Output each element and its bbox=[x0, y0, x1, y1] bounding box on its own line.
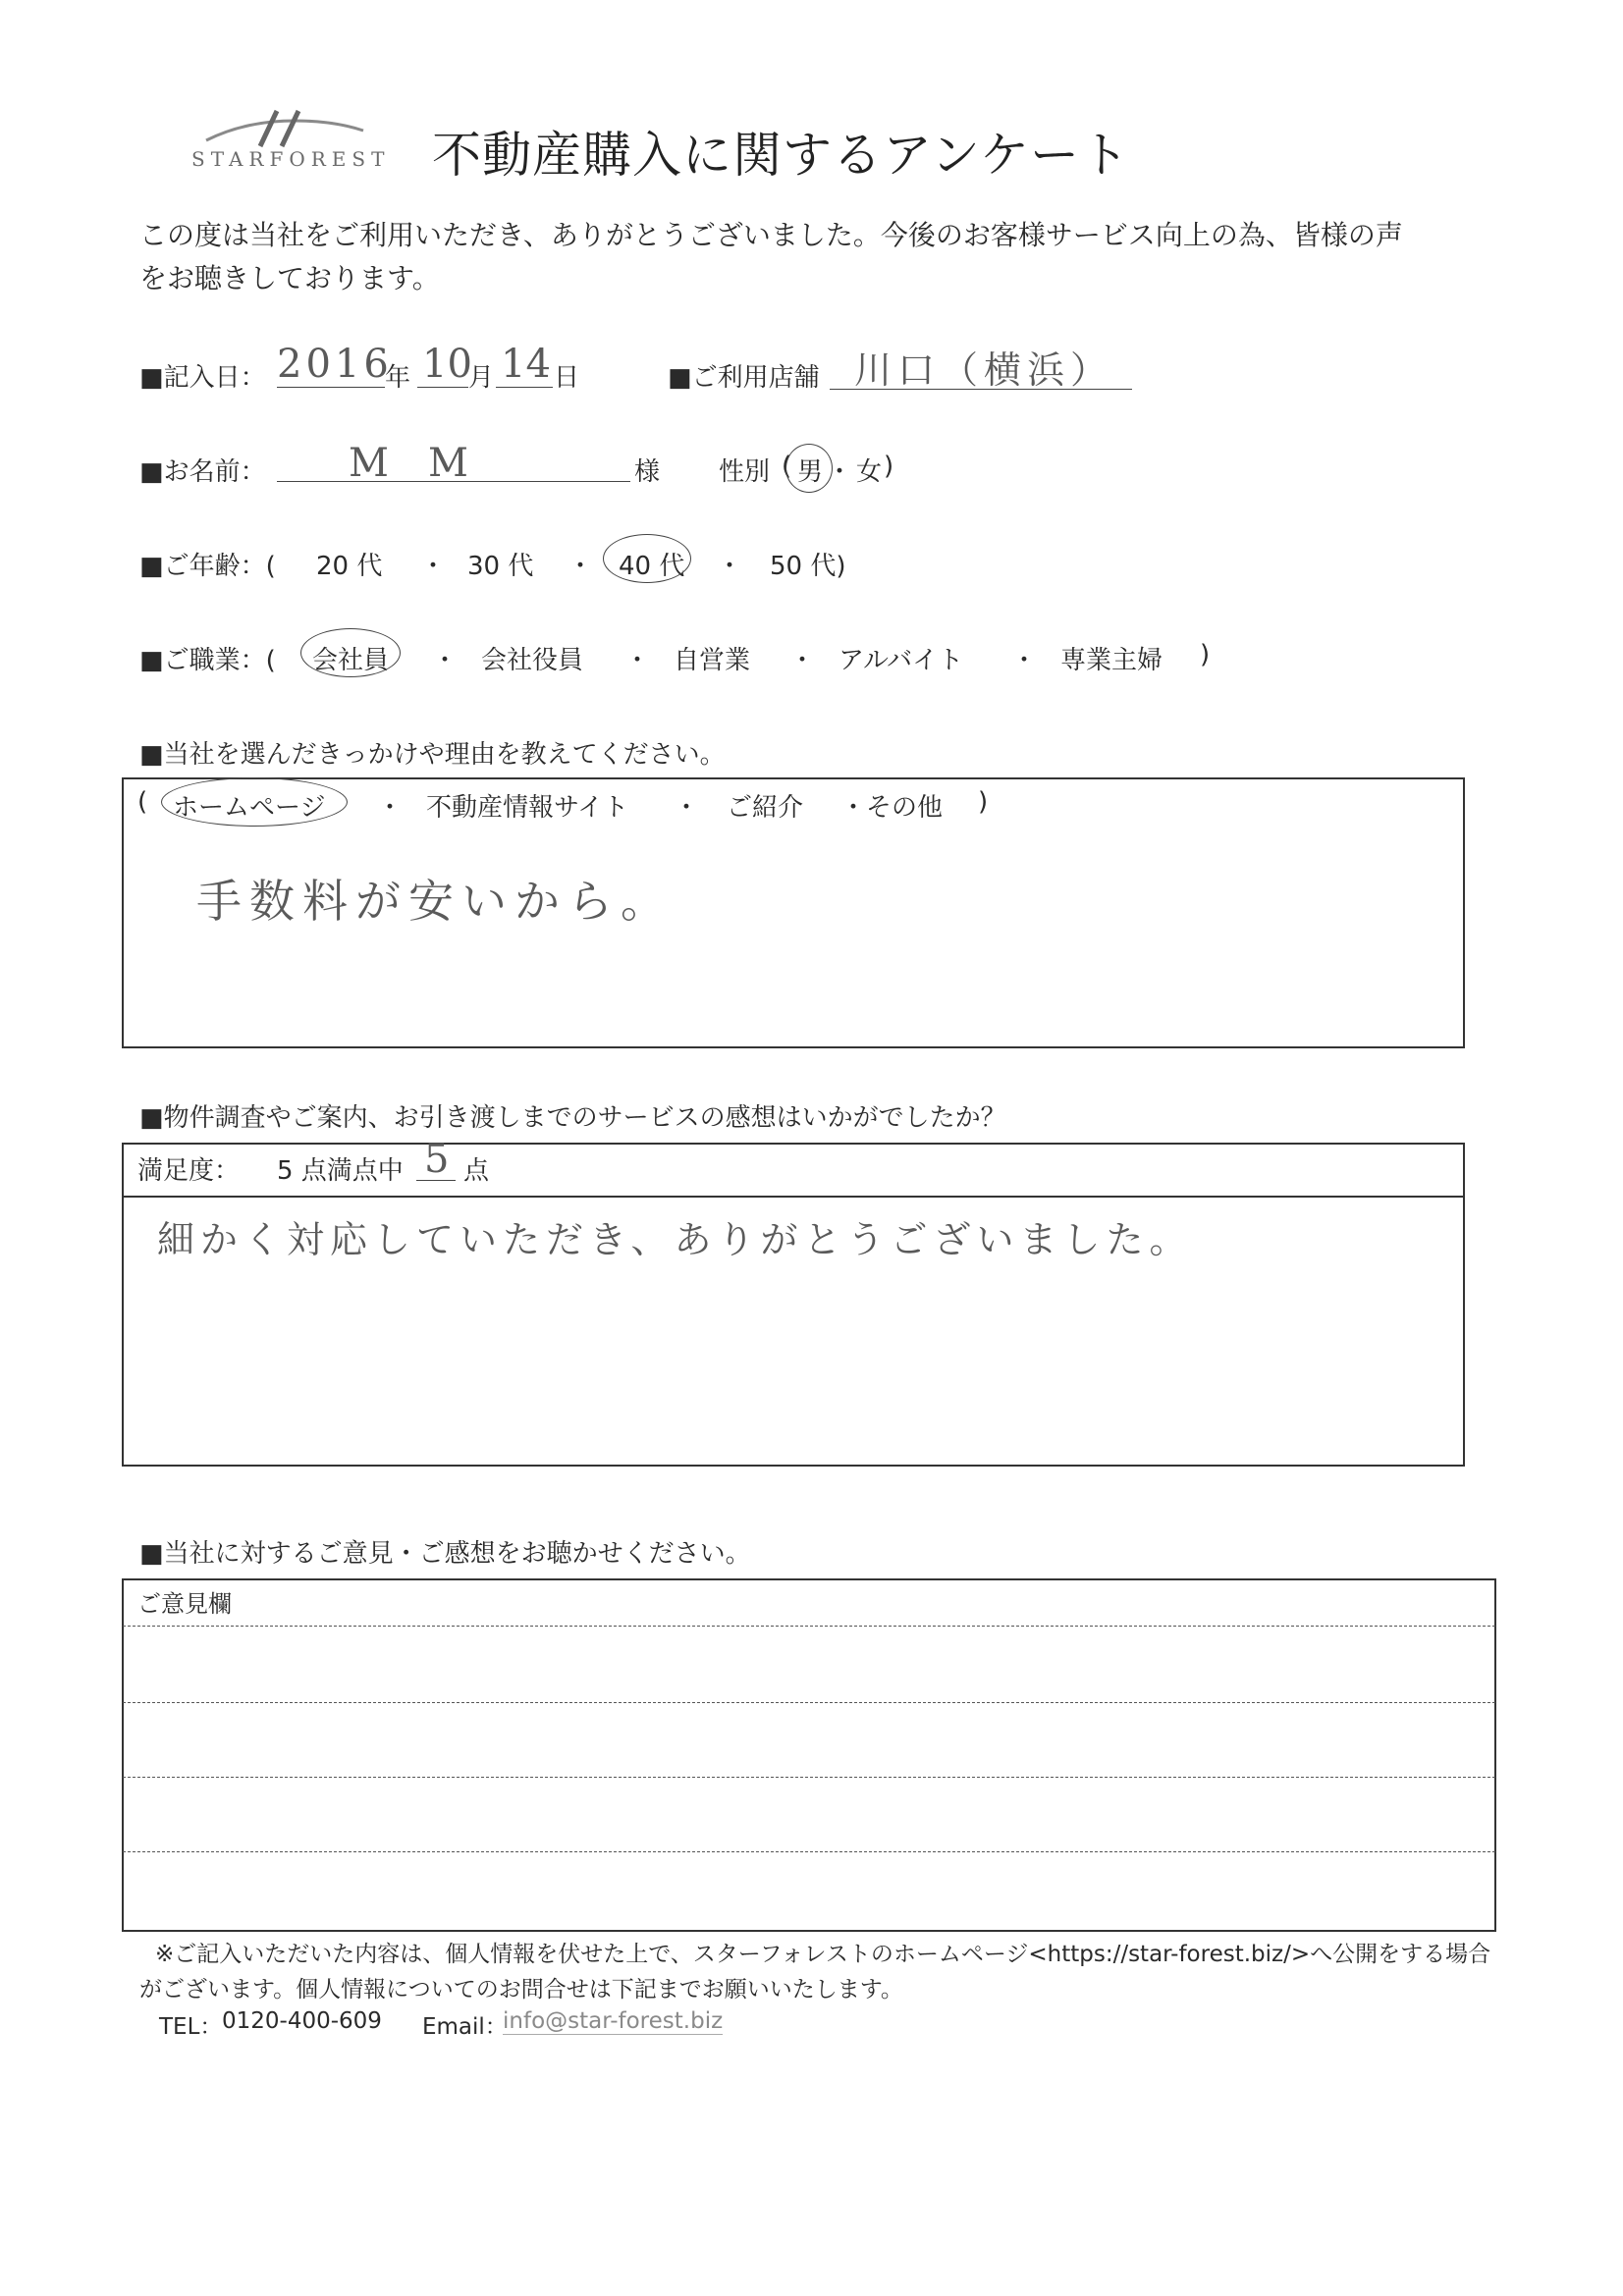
gender-dot: ・ bbox=[827, 457, 853, 487]
service-question: ■物件調査やご案内、お引き渡しまでのサービスの感想はいかがでしたか？ bbox=[139, 1103, 1006, 1133]
reason-homepage-circle bbox=[161, 777, 348, 827]
reason-sep-1: ・ bbox=[377, 793, 404, 823]
date-day-unit: 日 bbox=[554, 363, 580, 393]
name-suffix: 様 bbox=[634, 457, 661, 487]
occupation-option-self-employed: 自営業 bbox=[674, 646, 751, 675]
date-year-line bbox=[277, 387, 385, 388]
opinion-dash-line-4 bbox=[123, 1851, 1495, 1852]
occupation-close: ) bbox=[1200, 640, 1211, 669]
reason-close: ) bbox=[978, 787, 989, 817]
gender-close: ) bbox=[884, 452, 894, 481]
footer-tel-label: TEL： bbox=[159, 2014, 223, 2040]
opinion-box-label: ご意見欄 bbox=[137, 1590, 232, 1618]
reason-option-other: ・その他 bbox=[840, 793, 944, 823]
gender-label: 性別 bbox=[719, 457, 771, 487]
footer-email-link[interactable]: info@star-forest.biz bbox=[503, 2008, 724, 2034]
date-month-line bbox=[417, 387, 468, 388]
reason-sep-2: ・ bbox=[674, 793, 700, 823]
satisfaction-line bbox=[416, 1180, 456, 1181]
gender-female: 女 bbox=[856, 457, 883, 487]
logo-text: STARFOREST bbox=[191, 147, 391, 171]
occupation-option-officer: 会社役員 bbox=[481, 646, 584, 675]
age-option-30: 30 代 bbox=[467, 552, 534, 581]
page-title: 不動産購入に関するアンケート bbox=[432, 127, 1130, 184]
reason-option-site: 不動産情報サイト bbox=[426, 793, 629, 823]
reason-open: ( bbox=[137, 787, 148, 817]
intro-line-2: をお聴きしております。 bbox=[139, 262, 440, 294]
date-label: ■記入日： bbox=[139, 363, 266, 393]
opinion-box bbox=[122, 1578, 1496, 1932]
satisfaction-label: 満足度： bbox=[137, 1156, 241, 1186]
name-value: M M bbox=[349, 441, 468, 486]
occupation-sep-2: ・ bbox=[624, 646, 651, 675]
occupation-option-part-time: アルバイト bbox=[839, 646, 964, 675]
footer-note-line-2: がございます。個人情報についてのお問合せは下記までお願いいたします。 bbox=[139, 1977, 903, 2002]
date-day: 14 bbox=[501, 342, 551, 387]
age-sep-3: ・ bbox=[717, 552, 743, 581]
satisfaction-value: 5 bbox=[424, 1137, 450, 1182]
gender-male: 男 bbox=[797, 457, 824, 487]
gender-male-circle bbox=[785, 444, 833, 493]
name-line bbox=[277, 481, 630, 482]
opinion-dash-line-2 bbox=[123, 1702, 1495, 1703]
footer-tel-value: 0120-400-609 bbox=[222, 2008, 382, 2034]
gender-open: ( bbox=[782, 452, 792, 481]
date-year: 2016 bbox=[277, 342, 393, 387]
store-label: ■ご利用店舗 bbox=[668, 363, 820, 393]
reason-option-homepage: ホームページ bbox=[173, 793, 326, 823]
service-answer: 細かく対応していただき、ありがとうございました。 bbox=[157, 1218, 1193, 1261]
occupation-sep-4: ・ bbox=[1011, 646, 1038, 675]
reason-question: ■当社を選んだきっかけや理由を教えてください。 bbox=[139, 740, 726, 770]
occupation-sep-1: ・ bbox=[432, 646, 459, 675]
date-year-unit: 年 bbox=[385, 363, 411, 393]
age-sep-2: ・ bbox=[568, 552, 594, 581]
service-box-divider bbox=[122, 1196, 1465, 1198]
footer-note-line-1: ※ご記入いただいた内容は、個人情報を伏せた上で、スターフォレストのホームページ<https://star-forest.biz/>へ公開をする場合 bbox=[155, 1942, 1491, 1967]
occupation-label: ■ご職業：( bbox=[139, 646, 276, 675]
age-option-50: 50 代) bbox=[770, 552, 846, 581]
store-value: 川口（横浜） bbox=[854, 348, 1114, 392]
occupation-employee-circle bbox=[300, 628, 401, 677]
age-option-20: 20 代 bbox=[316, 552, 383, 581]
satisfaction-prefix: 5 点満点中 bbox=[277, 1156, 404, 1186]
occupation-option-employee: 会社員 bbox=[312, 646, 390, 675]
age-40-circle bbox=[603, 534, 691, 583]
service-box bbox=[122, 1143, 1465, 1467]
name-label: ■お名前： bbox=[139, 457, 266, 487]
opinion-dash-line-1 bbox=[123, 1626, 1495, 1627]
date-month-unit: 月 bbox=[468, 363, 495, 393]
age-option-40: 40 代 bbox=[619, 552, 685, 581]
reason-answer: 手数料が安いから。 bbox=[196, 875, 674, 928]
footer-email-label: Email： bbox=[422, 2014, 508, 2040]
intro-line-1: この度は当社をご利用いただき、ありがとうございました。今後のお客様サービス向上の為、皆様の声 bbox=[139, 219, 1403, 251]
occupation-option-homemaker: 専業主婦 bbox=[1060, 646, 1163, 675]
age-sep-1: ・ bbox=[420, 552, 447, 581]
satisfaction-suffix: 点 bbox=[463, 1156, 490, 1186]
store-line bbox=[830, 389, 1132, 390]
opinion-question: ■当社に対するご意見・ご感想をお聴かせください。 bbox=[139, 1539, 751, 1569]
age-label: ■ご年齢：( bbox=[139, 552, 276, 581]
date-day-line bbox=[496, 387, 553, 388]
opinion-dash-line-3 bbox=[123, 1777, 1495, 1778]
reason-option-referral: ご紹介 bbox=[727, 793, 804, 823]
date-month: 10 bbox=[422, 342, 472, 387]
occupation-sep-3: ・ bbox=[789, 646, 816, 675]
